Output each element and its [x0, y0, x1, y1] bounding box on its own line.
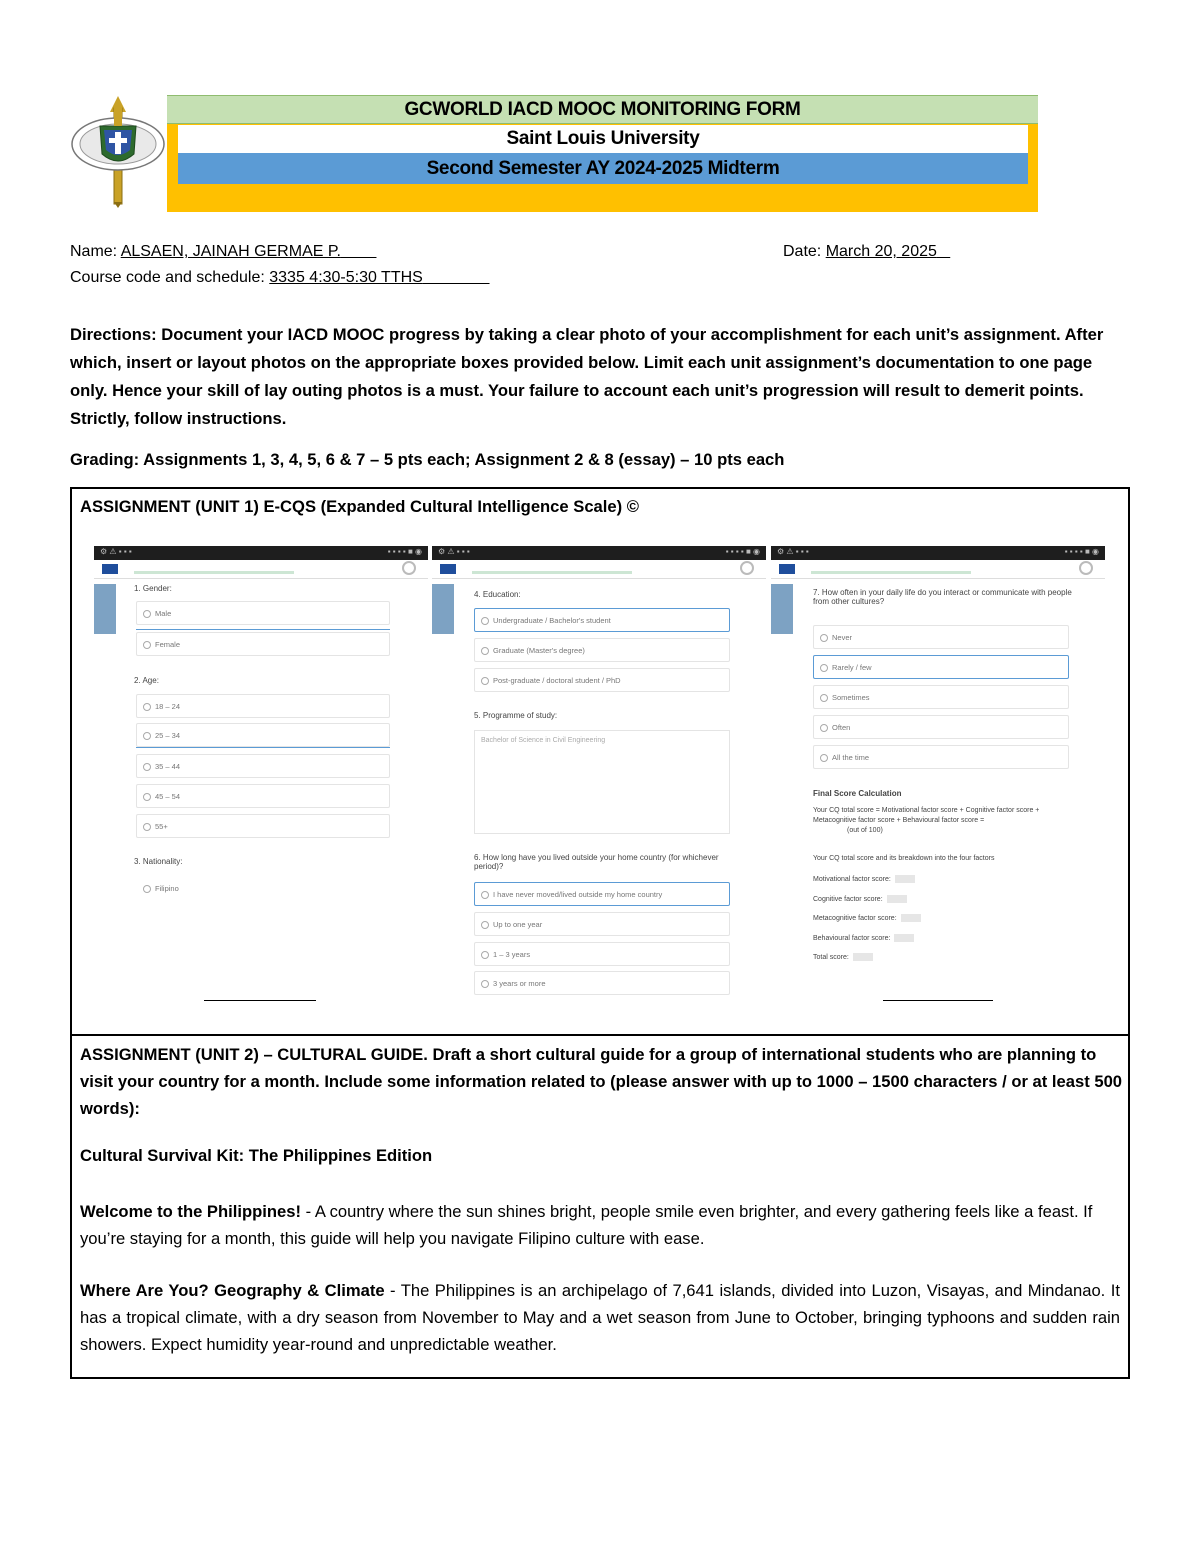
semester-label: Second Semester AY 2024-2025 Midterm	[426, 158, 780, 179]
directions-text: Directions: Document your IACD MOOC progress by taking a clear photo of your accomplishment for each unit’s assignment. After which, insert or layout photos on the appropriate boxes provided below. Limit each unit assignment’s documentation to one page only. Hence your skill of lay outing photos is a must. Your failure to account each unit’s progression will result to demerit points. Strictly, follow instructions.	[70, 325, 1104, 428]
option-abroad-1[interactable]: I have never moved/lived outside my home country	[474, 882, 730, 906]
option-abroad-3[interactable]: 1 – 3 years	[474, 942, 730, 966]
assignment1-screenshot-3	[771, 546, 1105, 1001]
course-subheader	[94, 560, 428, 579]
score-metacognitive: Metacognitive factor score:	[813, 914, 921, 922]
date-label: Date:	[783, 243, 822, 260]
geo-text: - The Philippines is an archipelago of 7,641 islands, divided into Luzon, Visayas, and Mindanao. It has a tropical climate, with a dry season from November to May and a wet season from June to October, bringing typhoons and sudden rain showers. Expect humidity year-round and unpredictable weather.	[80, 1281, 1120, 1354]
assignment2-heading: ASSIGNMENT (UNIT 2) – CULTURAL GUIDE. Draft a short cultural guide for a group of international students who are planning to visit your country for a month. Include some information related to (please answer with up to 1000 – 1500 characters / or at least 500 words):	[80, 1045, 1123, 1118]
option-age-4[interactable]: 45 – 54	[136, 784, 390, 808]
course-subheader	[432, 560, 766, 579]
form-title: GCWORLD IACD MOOC MONITORING FORM	[404, 99, 801, 120]
avatar-icon	[740, 561, 754, 575]
question-lived-abroad: 6. How long have you lived outside your home country (for whichever period)?	[474, 853, 719, 871]
assignment2-geography-paragraph	[80, 1277, 1120, 1358]
option-female[interactable]: Female	[136, 632, 390, 656]
side-tab[interactable]	[771, 584, 793, 634]
table-row-divider	[70, 1034, 1130, 1036]
grading-text: Grading: Assignments 1, 3, 4, 5, 6 & 7 – 5 pts each; Assignment 2 & 8 (essay) – 10 pts each	[70, 450, 785, 469]
geo-title: Where Are You? Geography & Climate	[80, 1281, 385, 1300]
option-abroad-4[interactable]: 3 years or more	[474, 971, 730, 995]
date-field	[783, 243, 950, 261]
assignment2-welcome-paragraph	[80, 1198, 1120, 1252]
option-freq-4[interactable]: Often	[813, 715, 1069, 739]
progress-bar	[811, 571, 971, 574]
eu-flag-icon	[779, 564, 795, 574]
avatar-icon	[402, 561, 416, 575]
course-label: Course code and schedule:	[70, 269, 265, 286]
option-freq-5[interactable]: All the time	[813, 745, 1069, 769]
name-value: ALSAEN, JAINAH GERMAE P.	[120, 243, 341, 260]
course-subheader	[771, 560, 1105, 579]
side-tab[interactable]	[94, 584, 116, 634]
browser-toolbar: ⚙ ⚠ ▪ ▪ ▪ ▪ ▪ ▪ ▪ ■ ◉	[432, 546, 766, 560]
option-age-2[interactable]: 25 – 34	[136, 723, 390, 747]
side-tab[interactable]	[432, 584, 454, 634]
assignment1-title: ASSIGNMENT (UNIT 1) E-CQS (Expanded Cultural Intelligence Scale) ©	[80, 497, 639, 516]
option-education-2[interactable]: Graduate (Master's degree)	[474, 638, 730, 662]
assignment1-screenshot-1	[94, 546, 428, 1001]
question-nationality: 3. Nationality:	[134, 857, 183, 866]
score-total: Total score:	[813, 953, 873, 961]
option-abroad-2[interactable]: Up to one year	[474, 912, 730, 936]
score-motivational: Motivational factor score:	[813, 875, 915, 883]
avatar-icon	[1079, 561, 1093, 575]
option-freq-2[interactable]: Rarely / few	[813, 655, 1069, 679]
progress-bar	[472, 571, 632, 574]
final-score-title: Final Score Calculation	[813, 789, 902, 798]
eu-flag-icon	[102, 564, 118, 574]
score-cognitive: Cognitive factor score:	[813, 895, 907, 903]
date-value: March 20, 2025	[825, 243, 937, 260]
bottom-rule	[883, 1000, 993, 1001]
option-freq-3[interactable]: Sometimes	[813, 685, 1069, 709]
option-freq-1[interactable]: Never	[813, 625, 1069, 649]
university-name: Saint Louis University	[506, 128, 700, 149]
option-education-3[interactable]: Post-graduate / doctoral student / PhD	[474, 668, 730, 692]
name-field	[70, 243, 376, 261]
option-age-3[interactable]: 35 – 44	[136, 754, 390, 778]
assignment1-screenshot-2	[432, 546, 766, 1001]
assignment2-subtitle: Cultural Survival Kit: The Philippines Edition	[80, 1146, 433, 1165]
score-behavioural: Behavioural factor score:	[813, 934, 914, 942]
programme-input[interactable]: Bachelor of Science in Civil Engineering	[474, 730, 730, 834]
course-field	[70, 269, 490, 287]
selection-underline	[136, 747, 390, 748]
browser-toolbar: ⚙ ⚠ ▪ ▪ ▪ ▪ ▪ ▪ ▪ ■ ◉	[771, 546, 1105, 560]
university-seal-logo	[70, 94, 166, 208]
final-score-formula: Your CQ total score = Motivational factor score + Cognitive factor score + Metacognitive factor score + Behavioural factor score =	[813, 807, 1040, 824]
score-breakdown-title: Your CQ total score and its breakdown into the four factors	[813, 855, 995, 862]
question-gender: 1. Gender:	[134, 584, 172, 593]
browser-toolbar: ⚙ ⚠ ▪ ▪ ▪ ▪ ▪ ▪ ▪ ■ ◉	[94, 546, 428, 560]
option-age-1[interactable]: 18 – 24	[136, 694, 390, 718]
header-university-band	[178, 125, 1028, 153]
option-male[interactable]: Male	[136, 601, 390, 625]
name-label: Name:	[70, 243, 118, 260]
question-education: 4. Education:	[474, 590, 521, 599]
welcome-text: - A country where the sun shines bright, people smile even brighter, and every gathering feels like a feast. If you’re staying for a month, this guide will help you navigate Filipino culture with ease.	[80, 1202, 1093, 1248]
nationality-value[interactable]: Filipino	[136, 876, 390, 900]
course-value: 3335 4:30-5:30 TTHS	[269, 269, 423, 286]
eu-flag-icon	[440, 564, 456, 574]
question-programme: 5. Programme of study:	[474, 711, 558, 720]
question-age: 2. Age:	[134, 676, 159, 685]
option-education-1[interactable]: Undergraduate / Bachelor's student	[474, 608, 730, 632]
final-score-chip: (out of 100)	[847, 827, 883, 834]
header-title-band	[167, 95, 1038, 124]
welcome-title: Welcome to the Philippines!	[80, 1202, 301, 1221]
progress-bar	[134, 571, 294, 574]
question-interaction: 7. How often in your daily life do you interact or communicate with people from other cultures?	[813, 588, 1072, 606]
option-age-5[interactable]: 55+	[136, 814, 390, 838]
bottom-rule	[204, 1000, 316, 1001]
selection-underline	[136, 629, 390, 630]
header-semester-band	[178, 153, 1028, 184]
